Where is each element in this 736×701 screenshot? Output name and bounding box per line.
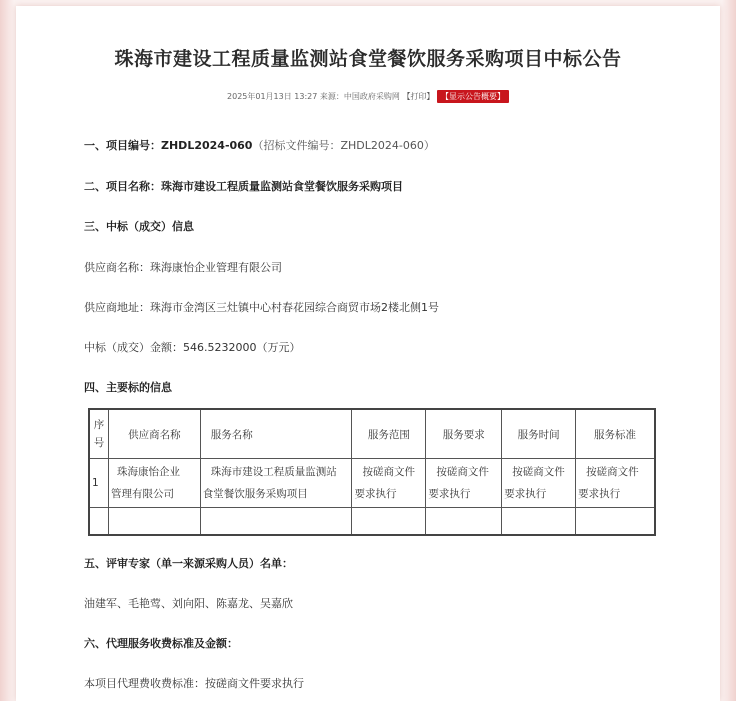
empty-cell xyxy=(576,508,655,535)
project-number-label: 一、项目编号： xyxy=(84,139,161,152)
table-empty-row xyxy=(90,508,655,535)
cell-time-line1: 按磋商文件 xyxy=(512,466,565,478)
project-name-value: 珠海市建设工程质量监测站食堂餐饮服务采购项目 xyxy=(161,180,403,193)
cell-no: 1 xyxy=(90,459,109,508)
publish-datetime: 2025年01月13日 13:27 xyxy=(227,92,318,101)
empty-cell xyxy=(90,508,109,535)
section-award-info-heading: 三、中标（成交）信息 xyxy=(84,220,194,233)
print-link[interactable]: 【打印】 xyxy=(402,92,435,101)
section-experts-heading: 五、评审专家（单一来源采购人员）名单： xyxy=(84,557,293,570)
main-items-table xyxy=(89,409,655,535)
empty-cell xyxy=(200,508,352,535)
empty-cell xyxy=(502,508,576,535)
cell-req-line2: 要求执行 xyxy=(428,488,471,500)
article-meta xyxy=(16,90,720,103)
cell-time-line2: 要求执行 xyxy=(504,488,547,500)
cell-service-line1: 珠海市建设工程质量监测站 xyxy=(210,466,337,478)
header-no xyxy=(90,410,109,459)
project-number-value: ZHDL2024-060 xyxy=(161,139,253,152)
header-time: 服务时间 xyxy=(502,410,576,459)
header-supplier: 供应商名称 xyxy=(108,410,200,459)
tender-doc-number: （招标文件编号：ZHDL2024-060） xyxy=(252,139,435,152)
cell-scope xyxy=(352,459,426,508)
supplier-address: 供应商地址：珠海市金湾区三灶镇中心村春花园综合商贸市场2楼北侧1号 xyxy=(84,301,439,314)
header-no-line2: 号 xyxy=(93,437,105,449)
section-main-items-heading: 四、主要标的信息 xyxy=(84,381,172,394)
header-requirements: 服务要求 xyxy=(426,410,502,459)
cell-service-line2: 食堂餐饮服务采购项目 xyxy=(202,488,308,500)
cell-req-line1: 按磋商文件 xyxy=(436,466,489,478)
cell-supplier-line2: 管理有限公司 xyxy=(110,488,174,500)
cell-time xyxy=(502,459,576,508)
article-title: 珠海市建设工程质量监测站食堂餐饮服务采购项目中标公告 xyxy=(114,48,622,70)
empty-cell xyxy=(426,508,502,535)
experts-list: 油建军、毛艳莺、刘向阳、陈嘉龙、吴嘉欣 xyxy=(84,597,293,610)
cell-standard xyxy=(576,459,655,508)
header-service: 服务名称 xyxy=(200,410,352,459)
header-scope: 服务范围 xyxy=(352,410,426,459)
header-no-line1: 序 xyxy=(93,419,105,431)
section-project-number xyxy=(84,137,435,153)
article-source: 来源：中国政府采购网 xyxy=(319,92,400,101)
section-project-name xyxy=(84,178,403,194)
supplier-name: 供应商名称：珠海康怡企业管理有限公司 xyxy=(84,261,282,274)
award-amount: 中标（成交）金额：546.5232000（万元） xyxy=(84,341,301,354)
header-standard: 服务标准 xyxy=(576,410,655,459)
empty-cell xyxy=(352,508,426,535)
cell-std-line2: 要求执行 xyxy=(578,488,621,500)
empty-cell xyxy=(108,508,200,535)
project-name-label: 二、项目名称： xyxy=(84,180,161,193)
cell-requirements xyxy=(426,459,502,508)
cell-scope-line2: 要求执行 xyxy=(354,488,397,500)
cell-scope-line1: 按磋商文件 xyxy=(362,466,415,478)
cell-service xyxy=(200,459,352,508)
cell-supplier xyxy=(108,459,200,508)
agency-fee-standard: 本项目代理费收费标准：按磋商文件要求执行 xyxy=(84,677,304,690)
cell-std-line1: 按磋商文件 xyxy=(586,466,639,478)
article-paper xyxy=(16,6,720,701)
cell-supplier-line1: 珠海康怡企业 xyxy=(116,466,180,478)
table-header-row xyxy=(90,410,655,459)
show-summary-button[interactable]: 【显示公告概要】 xyxy=(437,90,509,103)
table-row xyxy=(90,459,655,508)
section-agency-fee-heading: 六、代理服务收费标准及金额： xyxy=(84,637,238,650)
